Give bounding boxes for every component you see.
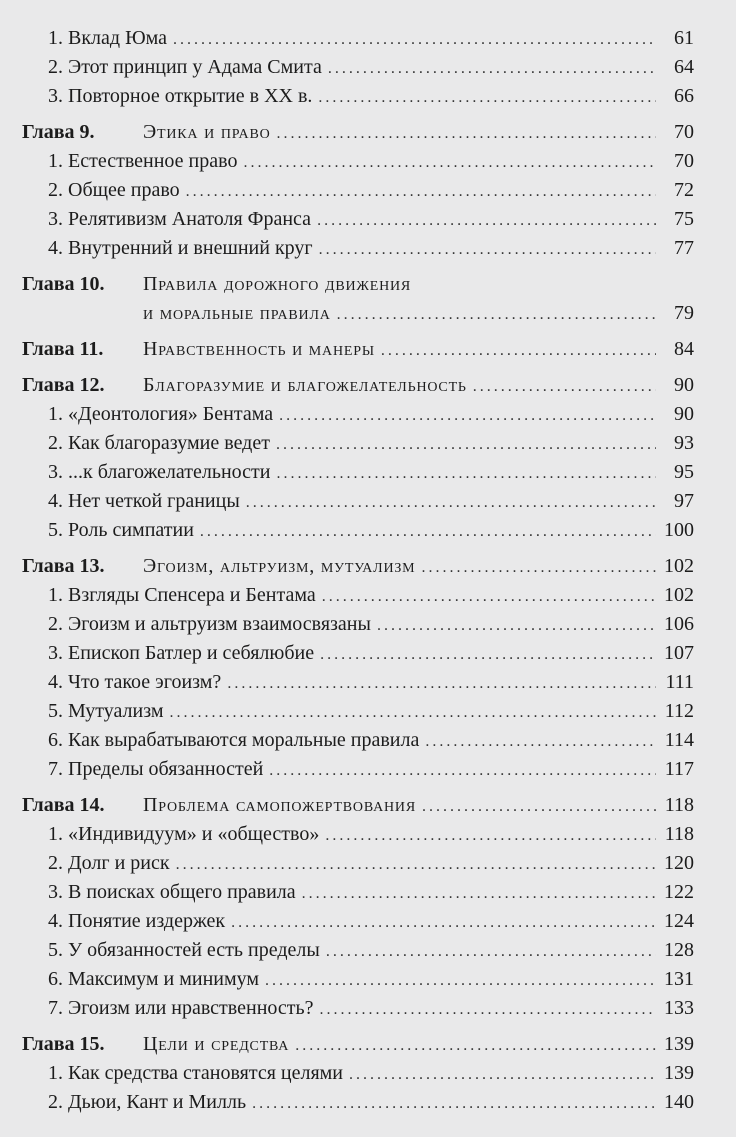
dot-leader — [320, 640, 656, 669]
chapter-title: Эгоизм, альтруизм, мутуализм — [143, 555, 416, 577]
chapter-label: Глава 14. — [22, 794, 105, 816]
chapter-label: Глава 12. — [22, 374, 105, 396]
dot-leader — [473, 372, 656, 401]
dot-leader — [252, 1089, 656, 1118]
dot-leader — [326, 937, 656, 966]
dot-leader — [381, 336, 656, 365]
toc-entry — [0, 581, 736, 610]
toc-entry — [0, 24, 736, 53]
chapter-label: Глава 11. — [22, 338, 104, 360]
toc-entry-title: 2. Как благоразумие ведет — [48, 432, 270, 454]
toc-entry-page: 100 — [664, 519, 694, 541]
toc-chapter-continuation — [0, 299, 736, 328]
toc-chapter — [0, 1030, 736, 1059]
toc-entry — [0, 429, 736, 458]
dot-leader — [227, 669, 656, 698]
toc-chapter — [0, 552, 736, 581]
chapter-title-line2: и моральные правила — [143, 302, 331, 324]
chapter-page: 70 — [674, 121, 694, 143]
toc-entry-title: 5. У обязанностей есть пределы — [48, 939, 320, 961]
toc-entry — [0, 176, 736, 205]
toc-entry-page: 106 — [664, 613, 694, 635]
chapter-title-line1: Правила дорожного движения — [143, 273, 412, 295]
toc-entry-page: 95 — [674, 461, 694, 483]
toc-entry-title: 4. Внутренний и внешний круг — [48, 237, 313, 259]
toc-entry-title: 5. Мутуализм — [48, 700, 164, 722]
toc-entry — [0, 458, 736, 487]
chapter-label: Глава 13. — [22, 555, 105, 577]
toc-entry — [0, 400, 736, 429]
toc-entry — [0, 516, 736, 545]
chapter-label: Глава 10. — [22, 273, 105, 295]
toc-entry — [0, 205, 736, 234]
dot-leader — [269, 756, 656, 785]
dot-leader — [422, 792, 656, 821]
toc-entry-page: 102 — [664, 584, 694, 606]
dot-leader — [421, 553, 656, 582]
toc-entry-title: 4. Понятие издержек — [48, 910, 226, 932]
toc-entry-title: 7. Пределы обязанностей — [48, 758, 264, 780]
toc-entry — [0, 234, 736, 263]
toc-entry-page: 128 — [664, 939, 694, 961]
toc-entry-title: 5. Роль симпатии — [48, 519, 194, 541]
toc-entry — [0, 965, 736, 994]
dot-leader — [279, 401, 656, 430]
toc-entry-page: 93 — [674, 432, 694, 454]
toc-entry-page: 64 — [674, 56, 694, 78]
dot-leader — [200, 517, 656, 546]
toc-entry-title: 4. Что такое эгоизм? — [48, 671, 222, 693]
dot-leader — [319, 235, 656, 264]
chapter-page: 139 — [664, 1033, 694, 1055]
chapter-title: Проблема самопожертвования — [143, 794, 416, 816]
toc-entry — [0, 1088, 736, 1117]
toc-entry-page: 97 — [674, 490, 694, 512]
toc-entry — [0, 668, 736, 697]
toc-entry-title: 1. Естественное право — [48, 150, 238, 172]
toc-entry-page: 70 — [674, 150, 694, 172]
chapter-title: Нравственность и манеры — [143, 338, 375, 360]
chapter-page: 90 — [674, 374, 694, 396]
dot-leader — [265, 966, 656, 995]
dot-leader — [176, 850, 656, 879]
toc-entry-page: 139 — [664, 1062, 694, 1084]
dot-leader — [173, 25, 656, 54]
chapter-title: Цели и средства — [143, 1033, 290, 1055]
toc-entry-page: 117 — [664, 758, 694, 780]
toc-entry-page: 66 — [674, 85, 694, 107]
dot-leader — [170, 698, 656, 727]
toc-entry-page: 107 — [664, 642, 694, 664]
toc-entry-title: 2. Долг и риск — [48, 852, 170, 874]
toc-entry — [0, 726, 736, 755]
toc-chapter — [0, 371, 736, 400]
dot-leader — [277, 119, 657, 148]
toc-entry-page: 122 — [664, 881, 694, 903]
chapter-page: 79 — [674, 302, 694, 324]
toc-entry — [0, 1059, 736, 1088]
dot-leader — [186, 177, 656, 206]
toc-entry-title: 2. Эгоизм и альтруизм взаимосвязаны — [48, 613, 371, 635]
dot-leader — [320, 995, 656, 1024]
toc-entry-page: 131 — [664, 968, 694, 990]
dot-leader — [328, 54, 656, 83]
toc-entry-page: 112 — [664, 700, 694, 722]
dot-leader — [276, 430, 656, 459]
toc-entry-page: 75 — [674, 208, 694, 230]
toc-entry-title: 3. Епископ Батлер и себялюбие — [48, 642, 315, 664]
toc-entry — [0, 820, 736, 849]
dot-leader — [325, 821, 656, 850]
chapter-label: Глава 9. — [22, 121, 95, 143]
toc-chapter — [0, 335, 736, 364]
toc-entry — [0, 610, 736, 639]
chapter-page: 118 — [664, 794, 694, 816]
toc-entry — [0, 639, 736, 668]
dot-leader — [377, 611, 656, 640]
dot-leader — [302, 879, 656, 908]
toc-entry-title: 1. Как средства становятся целями — [48, 1062, 344, 1084]
toc-entry-title: 1. Вклад Юма — [48, 27, 168, 49]
toc-entry — [0, 907, 736, 936]
toc-entry — [0, 697, 736, 726]
toc-entry-title: 6. Максимум и минимум — [48, 968, 260, 990]
dot-leader — [337, 300, 656, 329]
toc-entry — [0, 82, 736, 111]
toc-entry-title: 4. Нет четкой границы — [48, 490, 240, 512]
toc-entry-title: 7. Эгоизм или нравственность? — [48, 997, 314, 1019]
toc-entry-page: 124 — [664, 910, 694, 932]
toc-entry-title: 3. Релятивизм Анатоля Франса — [48, 208, 312, 230]
toc-entry-title: 1. «Деонтология» Бентама — [48, 403, 274, 425]
toc-entry — [0, 487, 736, 516]
toc-chapter — [0, 118, 736, 147]
toc-entry-title: 1. «Индивидуум» и «общество» — [48, 823, 320, 845]
toc-entry-title: 3. В поисках общего правила — [48, 881, 296, 903]
dot-leader — [349, 1060, 656, 1089]
dot-leader — [322, 582, 656, 611]
toc-entry-page: 133 — [664, 997, 694, 1019]
toc-entry-title: 6. Как вырабатываются моральные правила — [48, 729, 420, 751]
toc-entry-title: 3. ...к благожелательности — [48, 461, 271, 483]
dot-leader — [295, 1031, 656, 1060]
dot-leader — [317, 206, 656, 235]
dot-leader — [231, 908, 656, 937]
toc-entry-title: 2. Этот принцип у Адама Смита — [48, 56, 322, 78]
toc-entry-page: 114 — [664, 729, 694, 751]
toc-entry — [0, 755, 736, 784]
toc-entry — [0, 849, 736, 878]
toc-entry-page: 120 — [664, 852, 694, 874]
toc-entry-title: 3. Повторное открытие в XX в. — [48, 85, 313, 107]
dot-leader — [246, 488, 656, 517]
dot-leader — [425, 727, 656, 756]
chapter-label: Глава 15. — [22, 1033, 105, 1055]
toc-entry-title: 2. Общее право — [48, 179, 180, 201]
toc-entry — [0, 53, 736, 82]
dot-leader — [276, 459, 656, 488]
toc-entry — [0, 878, 736, 907]
toc-entry-page: 118 — [664, 823, 694, 845]
toc-entry — [0, 147, 736, 176]
toc-entry — [0, 994, 736, 1023]
toc-entry-title: 2. Дьюи, Кант и Милль — [48, 1091, 247, 1113]
dot-leader — [243, 148, 656, 177]
toc-entry — [0, 936, 736, 965]
toc-chapter — [0, 791, 736, 820]
toc-chapter — [0, 270, 736, 299]
chapter-title: Этика и право — [143, 121, 271, 143]
toc-entry-page: 61 — [674, 27, 694, 49]
chapter-page: 84 — [674, 338, 694, 360]
toc-entry-page: 90 — [674, 403, 694, 425]
toc-entry-page: 72 — [674, 179, 694, 201]
toc-entry-page: 140 — [664, 1091, 694, 1113]
chapter-page: 102 — [664, 555, 694, 577]
toc-entry-page: 77 — [674, 237, 694, 259]
dot-leader — [318, 83, 656, 112]
toc-entry-title: 1. Взгляды Спенсера и Бентама — [48, 584, 316, 606]
toc-entry-page: 111 — [665, 671, 694, 693]
chapter-title: Благоразумие и благожелательность — [143, 374, 467, 396]
